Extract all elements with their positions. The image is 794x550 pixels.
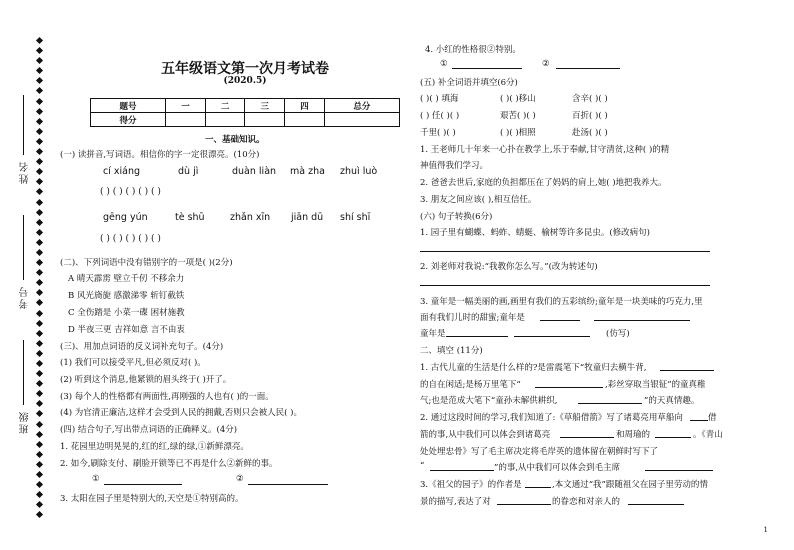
question-4-item: 4. 小红的性格很②特别。 [425,45,521,55]
pinyin: zhuì luò [340,166,378,177]
answer-label: ② [542,59,550,69]
question-6-item: 1. 园子里有蝴蝶、蚂蚱、蜻蜓、榆树等许多昆虫。(修改病句) [420,228,650,238]
question-4-item: 3. 太阳在园子里是特别大的,天空是①特别高的。 [60,494,244,504]
score-table [90,98,400,127]
answer-blank[interactable] [452,68,522,69]
fill-item: 1. 古代儿童的生活是什么样的?是雷震笔下“牧童归去横牛背, [420,363,647,373]
option-b: B 风光旖旎 感激涕零 斩钉截铁 [68,291,185,301]
answer-blank[interactable] [446,336,508,337]
fill-item: ,彩丝穿取当银钲”的童真稚 [605,380,706,390]
question-1: (一) 读拼音,写词语。相信你的字一定很漂亮。(10分) [60,150,260,160]
pinyin: jiān dū [291,212,324,223]
pinyin: dù jì [178,166,199,177]
question-6: (六) 句子转换(6分) [420,212,493,222]
answer-line[interactable] [420,251,710,252]
fill-item: “ [420,461,425,471]
score-header-cell: 题号 [91,99,166,113]
section-2-heading: 二、填空 (11分) [420,346,483,356]
question-2: (二)、下列词语中没有错别字的一项是( )(2分) [60,258,233,268]
score-header-cell: 总分 [324,99,399,113]
fill-item: 的眷恋和对亲人的 [552,497,621,507]
fill-item: 。《青山 [693,430,723,440]
fill-item: 箭的事,从中我们可以体会到诸葛亮 [420,430,551,440]
answer-boxes-row-1[interactable]: ( ) ( ) ( ) ( ) ( ) [100,187,161,197]
name-line [23,95,24,155]
answer-blank[interactable] [690,420,708,421]
answer-blank[interactable] [497,504,551,505]
class-label: 班级 [20,410,31,434]
answer-label: ① [440,59,448,69]
fill-item: 借 [708,413,717,423]
fill-item: 2. 通过这段时间的学习,我们知道了:《草船借箭》写了诸葛亮用草船向 [420,413,683,423]
fill-item: 的自在闲适;是杨万里笔下“ [420,380,521,390]
answer-label: ① [92,474,100,484]
option-d: D 半夜三更 吉祥如意 言不由衷 [68,325,185,335]
answer-boxes-row-2[interactable]: ( ) ( ) ( ) ( ) ( ) [100,234,161,244]
question-4-item: 2. 如今,刷除支付、刷脸开锁等已不再是什么②新鲜的事。 [60,459,278,469]
question-6-item: 2. 刘老师对我说:“我教你怎么写。”(改为转述句) [420,262,598,272]
idiom-item: 赴汤( )( ) [572,128,608,138]
question-3-item: (3) 每个人的性格都有两面性,再刚强的人也有( )的一面。 [60,392,274,402]
fill-item: 3.《祖父的园子》的作者是 [420,480,522,490]
question-6-item: 面有我们儿时的甜蜜;童年是 [420,313,525,323]
answer-blank[interactable] [514,336,590,337]
score-header-cell: 四 [285,99,325,113]
answer-blank[interactable] [655,437,691,438]
idiom-item: ( )( )相照 [500,128,536,138]
score-input-cell[interactable] [324,113,399,127]
question-6-item: 3. 童年是一幅美丽的画,画里有我们的五彩缤纷;童年是一块美味的巧克力,里 [420,297,703,307]
idiom-item: ( ) 任( )( ) [420,111,460,121]
question-3: (三)、用加点词语的反义词补充句子。(4分) [60,342,224,352]
fill-item: 气;也是范成大笔下“童孙未解供耕织, [420,396,558,406]
pinyin: mà zha [290,166,325,177]
idiom-item: 千里( )( ) [420,128,456,138]
pinyin: gēng yún [103,212,148,223]
question-6-item: 童年是 [420,329,446,339]
pinyin: cí xiáng [103,166,141,177]
pinyin: zhǎn xīn [230,212,271,223]
section-1-heading: 一、基础知识。 [205,135,265,145]
answer-label: ② [236,474,244,484]
score-header-cell: 一 [166,99,206,113]
page-number: 1 [763,526,768,534]
fill-item: 处处埋忠骨》写了毛主席决定将毛岸英的遗体留在朝鲜时写下了 [420,447,659,457]
pinyin: shí shī [340,212,371,223]
idiom-item: 含辛( )( ) [572,94,608,104]
option-c: C 全伤踏是 小菜一碟 困材施教 [68,308,185,318]
fill-item: 景的描写,表达了对 [420,497,491,507]
answer-blank[interactable] [660,370,714,371]
answer-blank[interactable] [104,484,182,485]
fill-item: 和周瑜的 [616,430,651,440]
question-4: (四) 结合句子,写出带点词语的正确释义。(4分) [60,425,238,435]
score-input-cell[interactable] [285,113,325,127]
question-4-item: 1. 花园里边明晃晃的,红的红,绿的绿,①新鲜漂亮。 [60,442,249,452]
question-5-item: 1. 王老师几十年来一心扑在教学上,乐于奉献,甘守清贫,这种( )的精 [420,145,670,155]
idiom-item: 百折( )( ) [572,111,608,121]
rewrite-note: (仿写) [606,329,630,339]
answer-blank[interactable] [525,487,551,488]
answer-blank[interactable] [248,484,328,485]
question-5-item: 2. 爸爸去世后,家庭的负担都压在了妈妈的肩上,她( )地把我养大。 [420,178,667,188]
score-input-cell[interactable] [166,113,206,127]
idiom-item: 艰苦( )( ) [500,111,536,121]
class-line [23,340,24,405]
exam-date: (2020.5) [223,76,267,86]
id-line [23,215,24,280]
score-input-cell[interactable] [245,113,285,127]
answer-blank[interactable] [628,504,684,505]
binding-dots [33,38,45,518]
idiom-item: ( )( ) 填海 [420,94,459,104]
id-label: 考号 [20,285,31,309]
score-table-header-row [91,99,400,113]
answer-blank[interactable] [540,320,580,321]
question-3-item: (4) 为官清正廉洁,这样才会受到人民的拥戴,否则只会被人民( )。 [60,408,302,418]
score-header-cell: 三 [245,99,285,113]
pinyin: tè shū [175,212,205,223]
score-header-cell: 二 [205,99,245,113]
pinyin: duàn liàn [232,166,277,177]
score-table-score-row [91,113,400,127]
question-5-item: 3. 朋友之间应该( ),相互信任。 [420,195,537,205]
fill-item: ,本文通过“我”跟随祖父在园子里劳动的情 [552,480,708,490]
answer-blank[interactable] [556,68,620,69]
fill-item: ”的事,从中我们可以体会到毛主席 [494,463,621,473]
question-5-item: 神值得我们学习。 [420,161,489,171]
answer-blank[interactable] [560,437,614,438]
answer-blank[interactable] [535,387,603,388]
question-5: (五) 补全词语并填空(6分) [420,78,518,88]
option-a: A 晴天霹雳 壁立千仞 不移余力 [68,274,185,284]
answer-blank[interactable] [645,470,713,471]
score-input-cell[interactable] [205,113,245,127]
question-3-item: (1) 我们可以接受平凡,但必须反对( )。 [60,358,206,368]
answer-blank[interactable] [594,320,690,321]
answer-blank[interactable] [578,403,642,404]
question-3-item: (2) 听到这个消息,他紧锁的眉头终于( )开了。 [60,375,232,385]
score-row-label: 得分 [91,113,166,127]
answer-blank[interactable] [430,470,494,471]
name-label: 姓名 [20,160,31,184]
exam-title: 五年级语文第一次月考试卷 [161,61,329,77]
fill-item: ”的天真情趣。 [644,396,700,406]
idiom-item: ( )( )移山 [500,94,536,104]
answer-line[interactable] [420,285,710,286]
